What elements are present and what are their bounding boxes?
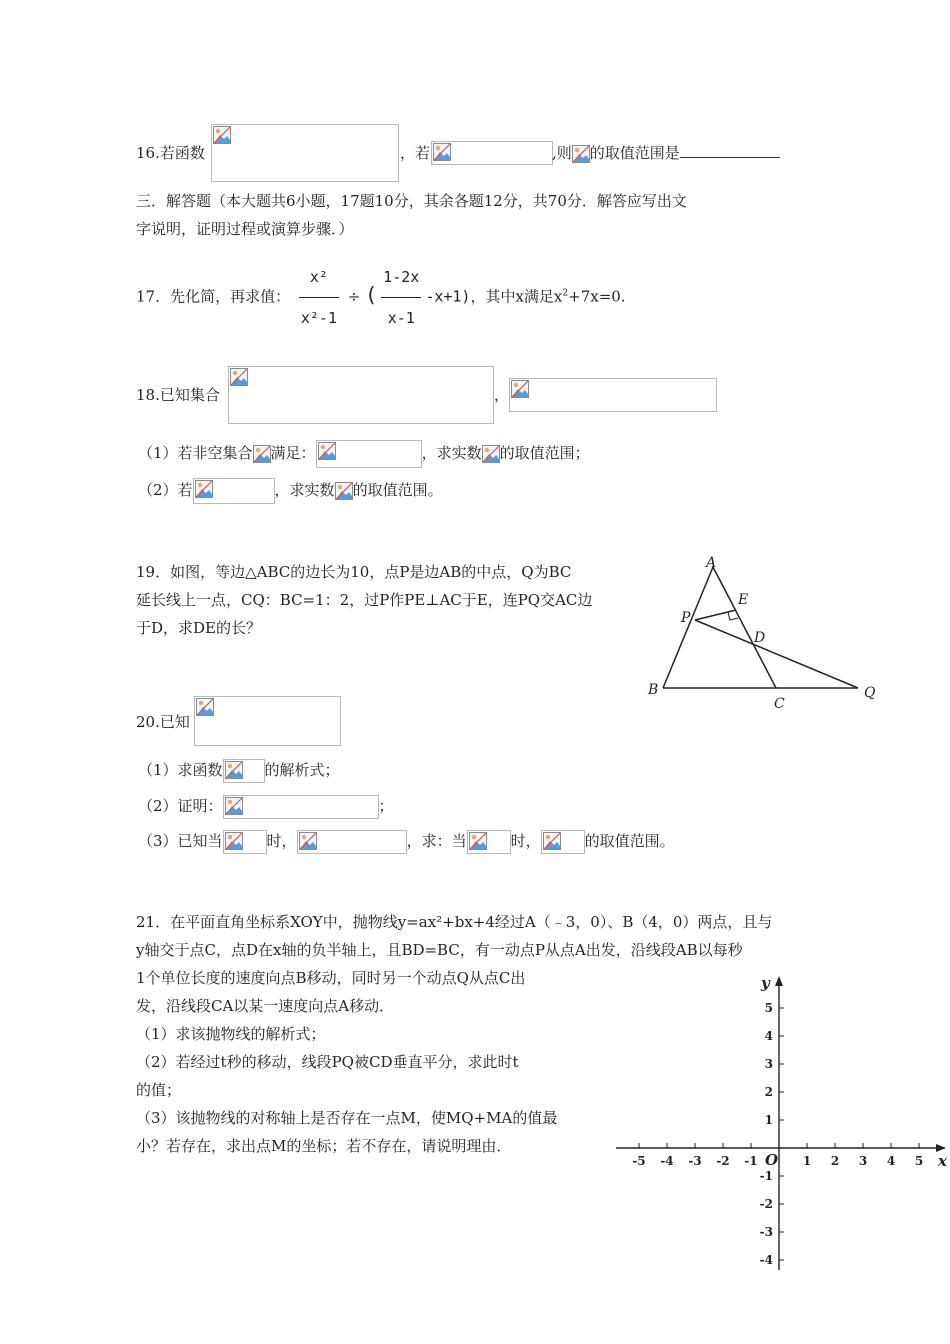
question-18 <box>136 385 220 405</box>
broken-image-icon <box>225 761 243 779</box>
triangle-figure <box>640 552 890 712</box>
broken-image-icon <box>433 143 451 161</box>
q20-p3-image-4 <box>541 830 585 854</box>
q17-prefix: 17．先化简，再求值： <box>136 287 291 306</box>
q16-tail-text: 的取值范围是 <box>589 144 680 162</box>
broken-image-icon <box>225 797 243 815</box>
broken-image-icon <box>572 145 590 163</box>
q18-p1-b: 满足： <box>270 444 316 462</box>
broken-image-icon <box>469 832 487 850</box>
q21-line1: 21．在平面直角坐标系XOY中，抛物线y=ax²+bx+4经过A（﹣3，0）、B（4，0）两点，且与 <box>136 913 773 931</box>
q17-fraction-2 <box>381 257 421 338</box>
q18-setB-image <box>509 378 717 412</box>
label-C: C <box>774 696 785 712</box>
y-tick-label: 5 <box>764 1001 773 1015</box>
q20-p3-d: 时， <box>510 832 541 850</box>
broken-image-icon <box>299 832 317 850</box>
broken-image-icon <box>196 698 214 716</box>
q20-p1-a: （1）求函数 <box>138 761 223 779</box>
q20-part3 <box>138 830 675 854</box>
side-AB <box>663 567 713 688</box>
x-tick-label: 3 <box>858 1154 868 1168</box>
question-16 <box>136 143 205 163</box>
answer-blank <box>680 143 780 158</box>
q18-p2-a: （2）若 <box>138 481 193 499</box>
q17-superscript: 2 <box>562 288 569 299</box>
label-D: D <box>754 630 766 646</box>
y-tick-label: 2 <box>764 1085 773 1099</box>
q20-p2-image <box>223 795 379 819</box>
broken-image-icon <box>195 480 213 498</box>
y-tick-label: -3 <box>759 1225 773 1239</box>
q16-then-text: ,则 <box>552 144 572 162</box>
q18-p1-condition-image <box>316 440 422 468</box>
x-tick-label: -1 <box>744 1154 758 1168</box>
q20-p3-image-3 <box>467 830 511 854</box>
y-axis-label: y <box>761 974 770 992</box>
coordinate-axes <box>612 972 950 1274</box>
x-axis-label: x <box>938 1152 947 1170</box>
q20-part2 <box>138 795 394 819</box>
label-E: E <box>738 592 749 608</box>
broken-image-icon <box>213 126 231 144</box>
q20-p2-b: ； <box>378 797 394 815</box>
q17-divide-sign: ÷ <box>347 287 361 306</box>
x-tick-label: 1 <box>802 1154 812 1168</box>
q17-frac1-denominator: x²-1 <box>300 309 337 327</box>
q20-p3-b: 时， <box>266 832 297 850</box>
q20-p1-b: 的解析式； <box>264 761 340 779</box>
q17-open-paren: ( <box>365 282 378 307</box>
label-A: A <box>706 555 717 571</box>
q21-line6: （2）若经过t秒的移动，线段PQ被CD垂直平分，求此时t <box>136 1053 519 1071</box>
q21-line5: （1）求该抛物线的解析式； <box>136 1025 326 1043</box>
q16-tail <box>552 143 780 163</box>
x-tick-label: -4 <box>660 1154 674 1168</box>
q18-prefix: 18.已知集合 <box>136 386 220 404</box>
q19-line2: 延长线上一点，CQ：BC=1：2，过P作PE⊥AC于E，连PQ交AC边 <box>136 591 593 609</box>
q21-line7: 的值； <box>136 1081 182 1099</box>
origin-label: O <box>765 1151 779 1169</box>
q17-fraction-1 <box>299 257 339 338</box>
q19-line1: 19．如图，等边△ABC的边长为10，点P是边AB的中点，Q为BC <box>136 563 572 581</box>
question-20 <box>136 712 190 732</box>
x-tick-label: 4 <box>886 1154 896 1168</box>
q16-prefix: 16.若函数 <box>136 144 205 162</box>
question-17 <box>136 257 626 338</box>
q19-line3: 于D，求DE的长？ <box>136 619 262 637</box>
q21-line2: y轴交于点C，点D在x轴的负半轴上，且BD=BC，有一动点P从点A出发，沿线段AB以每秒 <box>136 941 743 959</box>
q18-p2-c: 的取值范围。 <box>352 481 443 499</box>
q20-p1-image <box>223 759 265 783</box>
q17-frac2-denominator: x-1 <box>387 309 415 327</box>
broken-image-icon <box>543 832 561 850</box>
broken-image-icon <box>253 445 271 463</box>
q20-part1 <box>138 759 340 783</box>
q20-p3-c: ，求：当 <box>406 832 467 850</box>
q21-line9: 小？若存在，求出点M的坐标；若不存在，请说明理由． <box>136 1137 512 1155</box>
x-tick-label: -5 <box>632 1154 646 1168</box>
side-AC <box>713 567 776 688</box>
broken-image-icon <box>230 368 248 386</box>
q18-p2-condition-image <box>193 478 275 504</box>
q20-given-image <box>194 696 341 746</box>
q16-mid <box>400 143 430 163</box>
x-axis-arrow <box>936 1144 946 1152</box>
section3-line2: 字说明，证明过程或演算步骤．） <box>136 220 354 238</box>
y-tick-label: -1 <box>759 1169 773 1183</box>
label-B: B <box>648 682 659 698</box>
q20-p2-a: （2）证明： <box>138 797 223 815</box>
q16-function-image <box>211 124 399 182</box>
x-tick-label: 2 <box>830 1154 840 1168</box>
y-tick-label: 3 <box>764 1057 773 1071</box>
broken-image-icon <box>318 442 336 460</box>
q16-condition-image <box>431 141 553 165</box>
x-tick-label: -3 <box>688 1154 702 1168</box>
label-Q: Q <box>864 685 876 701</box>
broken-image-icon <box>225 832 243 850</box>
q17-rest: -x+1) <box>425 287 471 306</box>
x-tick-label: -2 <box>716 1154 730 1168</box>
q17-frac2-numerator: 1-2x <box>381 257 421 298</box>
y-tick-label: -4 <box>759 1253 773 1267</box>
q20-p3-e: 的取值范围。 <box>584 832 675 850</box>
q20-p3-image-1 <box>223 830 267 854</box>
q21-line4: 发，沿线段CA以某一速度向点A移动． <box>136 997 395 1015</box>
q18-setA-image <box>228 366 494 424</box>
q17-suffix-b: +7x=0. <box>568 287 626 306</box>
q18-p1-c: ，求实数 <box>421 444 482 462</box>
q21-line3: 1个单位长度的速度向点B移动，同时另一个动点Q从点C出 <box>136 969 526 987</box>
q20-p3-image-2 <box>297 830 407 854</box>
label-P: P <box>681 610 691 626</box>
broken-image-icon <box>511 380 529 398</box>
q21-line8: （3）该抛物线的对称轴上是否存在一点M，使MQ+MA的值最 <box>136 1109 558 1127</box>
q16-mid-text: ，若 <box>400 144 431 162</box>
q17-suffix-a: ，其中x满足x <box>470 287 563 306</box>
q18-p2-b: ，求实数 <box>274 481 335 499</box>
section3-line1: 三．解答题（本大题共6小题，17题10分，其余各题12分，共70分．解答应写出文 <box>136 192 687 210</box>
q18-p1-d: 的取值范围； <box>499 444 590 462</box>
y-tick-label: 4 <box>764 1029 773 1043</box>
y-tick-label: -2 <box>759 1197 773 1211</box>
broken-image-icon <box>335 482 353 500</box>
x-tick-label: 5 <box>914 1154 924 1168</box>
q18-p1-a: （1）若非空集合 <box>138 444 253 462</box>
y-axis-arrow <box>775 976 783 986</box>
q18-part1 <box>138 440 590 468</box>
y-tick-label: 1 <box>764 1113 773 1127</box>
q18-comma: ， <box>494 386 510 404</box>
line-PQ <box>695 620 858 688</box>
q18-part2 <box>138 478 443 504</box>
q17-frac1-numerator: x² <box>299 257 339 298</box>
q20-prefix: 20.已知 <box>136 713 190 731</box>
q20-p3-a: （3）已知当 <box>138 832 223 850</box>
broken-image-icon <box>482 445 500 463</box>
